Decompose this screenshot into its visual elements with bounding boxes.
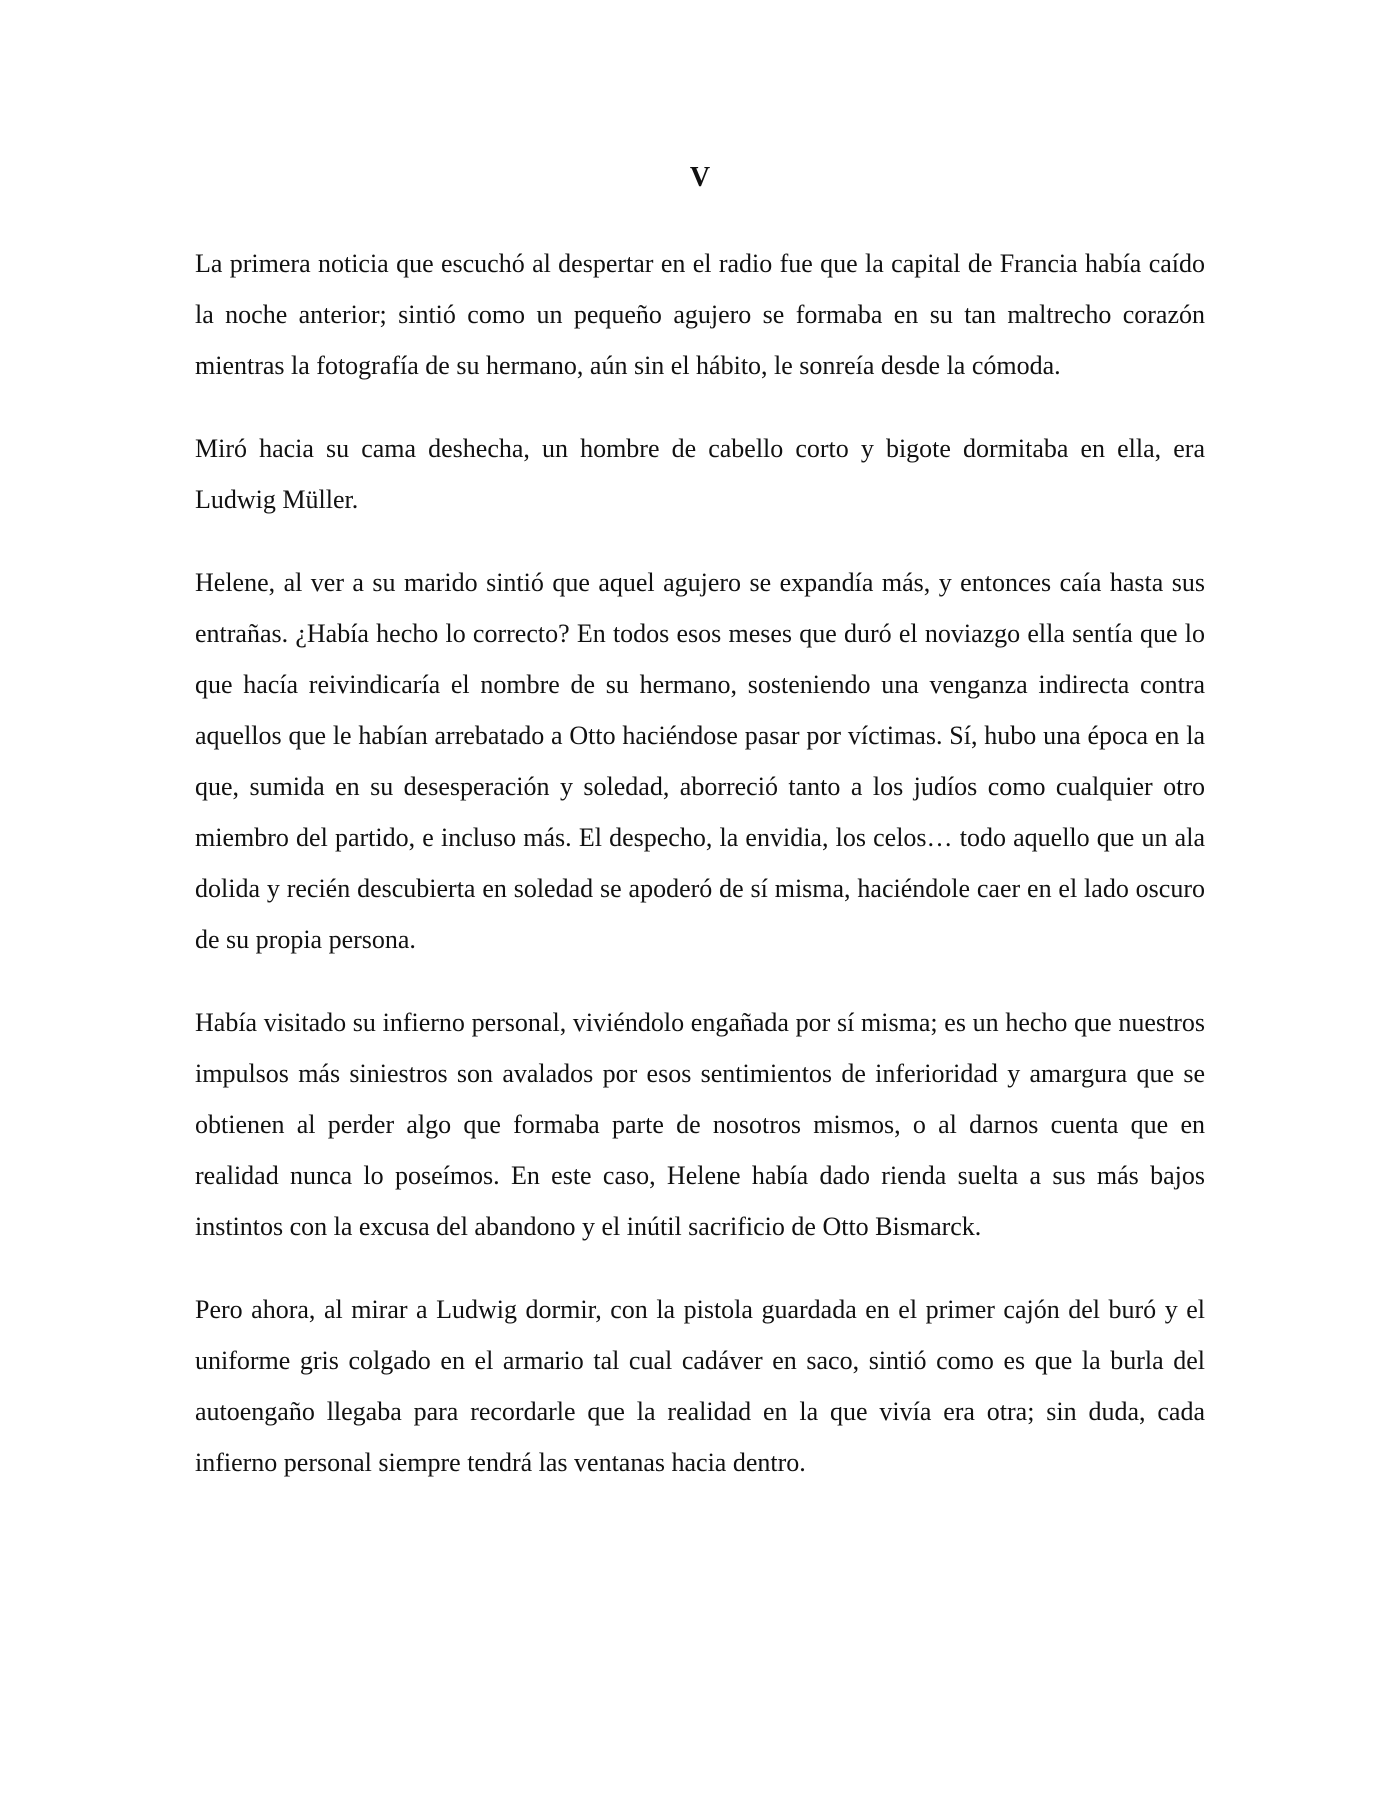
- paragraph-3: Helene, al ver a su marido sintió que aquel agujero se expandía más, y entonces caía hasta sus entrañas. ¿Había hecho lo correcto? En todos esos meses que duró el noviazgo ella sentía que lo que hacía reivindicaría el nombre de su hermano, sosteniendo una venganza indirecta contra aquellos que le habían arrebatado a Otto haciéndose pasar por víctimas. Sí, hubo una época en la que, sumida en su desesperación y soledad, aborreció tanto a los judíos como cualquier otro miembro del partido, e incluso más. El despecho, la envidia, los celos… todo aquello que un ala dolida y recién descubierta en soledad se apoderó de sí misma, haciéndole caer en el lado oscuro de su propia persona.: [195, 568, 1205, 954]
- paragraph-4: Había visitado su infierno personal, viviéndolo engañada por sí misma; es un hecho que nuestros impulsos más siniestros son avalados por esos sentimientos de inferioridad y amargura que se obtienen al perder algo que formaba parte de nosotros mismos, o al darnos cuenta que en realidad nunca lo poseímos. En este caso, Helene había dado rienda suelta a sus más bajos instintos con la excusa del abandono y el inútil sacrificio de Otto Bismarck.: [195, 1008, 1205, 1241]
- paragraph-5: Pero ahora, al mirar a Ludwig dormir, con la pistola guardada en el primer cajón del buró y el uniforme gris colgado en el armario tal cual cadáver en saco, sintió como es que la burla del autoengaño llegaba para recordarle que la realidad en la que vivía era otra; sin duda, cada infierno personal siempre tendrá las ventanas hacia dentro.: [195, 1295, 1205, 1477]
- chapter-heading: V: [689, 162, 711, 193]
- paragraph-2: Miró hacia su cama deshecha, un hombre de cabello corto y bigote dormitaba en ella, era Ludwig Müller.: [195, 434, 1205, 514]
- paragraph-1: La primera noticia que escuchó al despertar en el radio fue que la capital de Francia había caído la noche anterior; sintió como un pequeño agujero se formaba en su tan maltrecho corazón mientras la fotografía de su hermano, aún sin el hábito, le sonreía desde la cómoda.: [195, 249, 1205, 380]
- chapter-body: [195, 238, 1205, 1520]
